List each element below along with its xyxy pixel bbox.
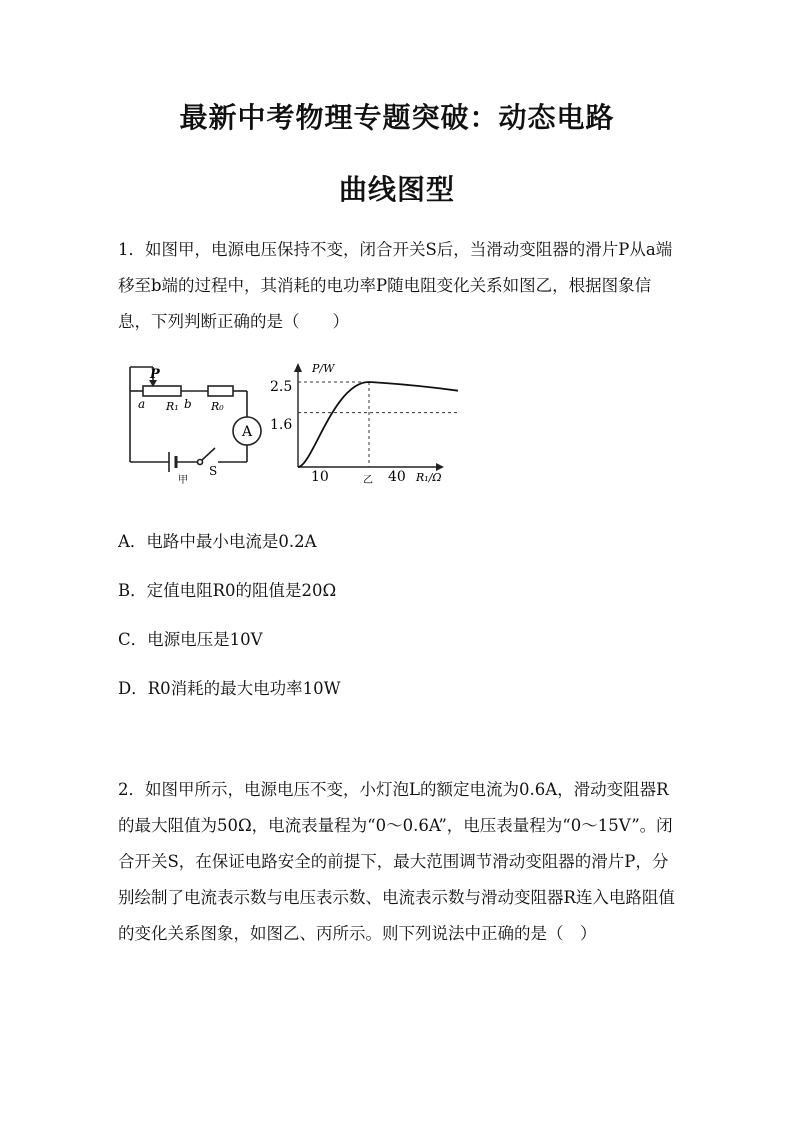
resistor-r0-label: R₀ [211,400,224,413]
power-resistance-graph [294,363,458,471]
circuit-diagram [130,367,261,472]
graph-caption: 乙 [363,475,373,486]
switch-blade [202,448,215,460]
option-c: C．电源电压是10V [118,630,263,649]
y-tick-1.6: 1.6 [270,417,293,433]
x-tick-10: 10 [311,469,329,485]
option-b: B．定值电阻R0的阻值是20Ω [118,581,337,600]
circuit-caption: 甲 [178,475,188,486]
y-axis-label: P/W [312,362,335,375]
slider-label-p: P [150,367,160,382]
question-1-text: 1．如图甲，电源电压保持不变，闭合开关S后，当滑动变阻器的滑片P从a端移至b端的过程中，其消耗的电功率P随电阻变化关系如图乙，根据图象信息，下列判断正确的是（ ） [118,240,673,331]
switch-label-s: S [209,464,218,478]
question-1-figure [118,355,458,500]
option-d: D．R0消耗的最大电功率10W [118,679,341,698]
resistor-r0 [208,386,233,396]
question-2-text: 2．如图甲所示，电源电压不变，小灯泡L的额定电流为0.6A，滑动变阻器R的最大阻值为50Ω，电流表量程为“0～0.6A”，电压表量程为“0～15V”。闭合开关S，在保证电路安全的前提下，最大范围调节滑动变阻器的滑片P，分别绘制了电流表示数与电压表示数、电流表示数与滑动变阻器R连入电路阻值的变化关系图象，如图乙、丙所示。则下列说法中正确的是（ ） [118,780,675,943]
x-axis-label: R₁/Ω [416,471,442,484]
ammeter-label: A [241,424,253,440]
y-axis-arrow [294,363,302,372]
terminal-label-a: a [138,397,146,411]
x-tick-40: 40 [388,469,406,485]
page-subtitle: 曲线图型 [338,173,455,206]
switch-pivot [198,460,203,465]
power-curve [298,382,458,467]
terminal-label-b: b [184,397,192,411]
y-tick-2.5: 2.5 [270,379,293,395]
page-title: 最新中考物理专题突破：动态电路 [179,101,615,134]
resistor-r1 [143,386,181,396]
resistor-r1-label: R₁ [166,400,179,413]
x-axis-arrow [436,463,444,471]
option-a: A．电路中最小电流是0.2A [118,532,317,551]
figure-svg [118,355,458,500]
